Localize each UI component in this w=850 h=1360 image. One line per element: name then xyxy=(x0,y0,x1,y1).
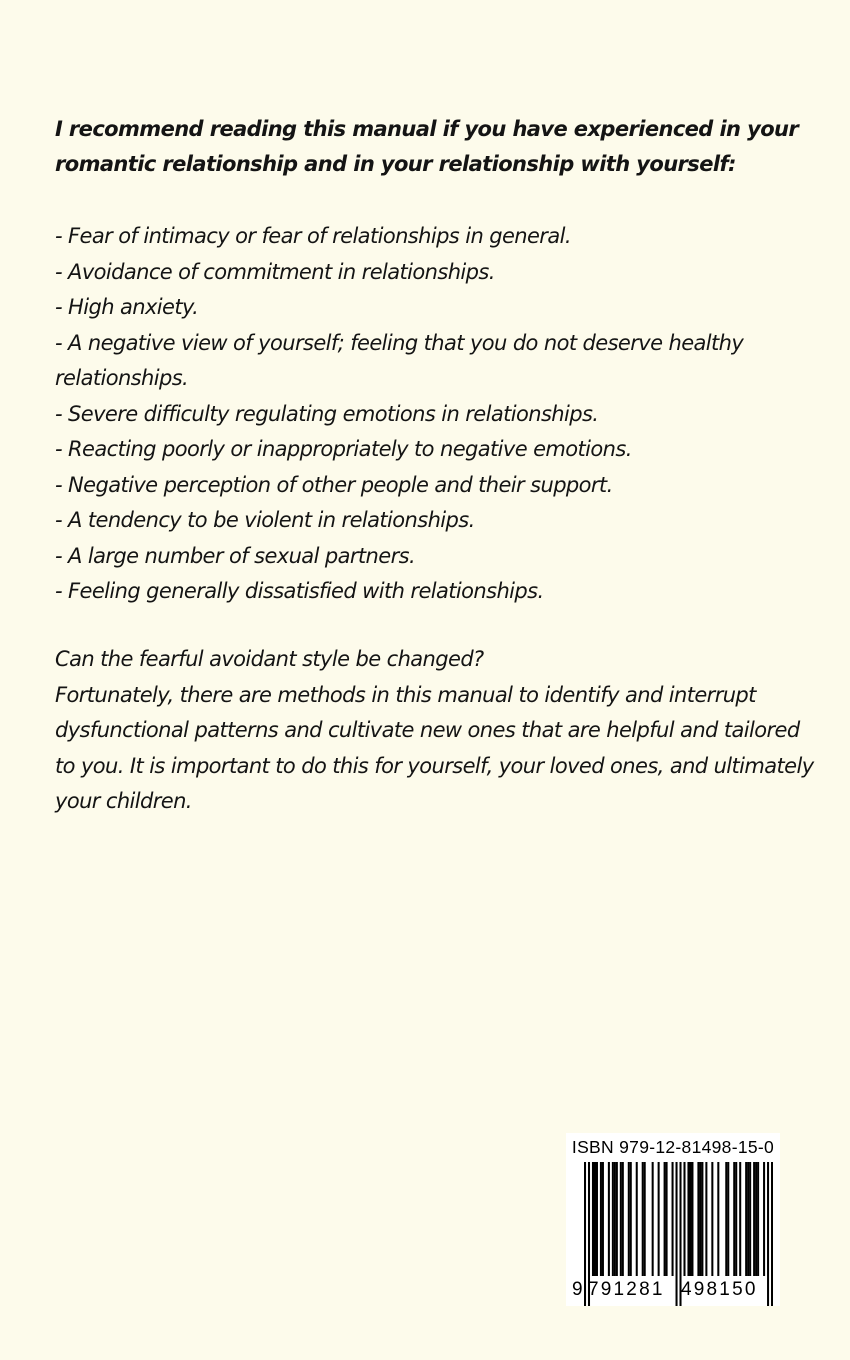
barcode-bar xyxy=(642,1162,644,1276)
barcode-bar xyxy=(594,1162,596,1276)
barcode-bar xyxy=(676,1162,678,1306)
barcode-bar xyxy=(711,1162,713,1276)
barcode-bar xyxy=(596,1162,598,1276)
barcode-bar xyxy=(717,1162,719,1276)
barcode-bar xyxy=(672,1162,674,1276)
closing-section xyxy=(55,642,815,820)
list-item: - A negative view of yourself; feeling that you do not deserve healthy relationships. xyxy=(55,330,744,390)
barcode-bar xyxy=(658,1162,660,1276)
barcode-bar xyxy=(602,1162,604,1276)
barcode-bar xyxy=(749,1162,751,1276)
barcode-bar xyxy=(771,1162,773,1306)
list-item: - Severe difficulty regulating emotions in relationships. xyxy=(55,401,599,426)
closing-question: Can the fearful avoidant style be changed? xyxy=(55,647,484,671)
barcode-bar xyxy=(683,1162,685,1276)
barcode-bar xyxy=(727,1162,729,1276)
barcode-bar xyxy=(608,1162,610,1276)
closing-answer: Fortunately, there are methods in this manual to identify and interrupt dysfunctional patterns and cultivate new ones that are helpful and tailored to you. It is important to do this for yourself, your loved ones, and ultimately your children. xyxy=(55,682,814,813)
list-item: - Negative perception of other people and their support. xyxy=(55,472,613,497)
barcode-bar xyxy=(755,1162,757,1276)
barcode-bar xyxy=(666,1162,668,1276)
list-item: - Feeling generally dissatisfied with relationships. xyxy=(55,579,544,603)
barcode-bar xyxy=(739,1162,741,1276)
barcode-bar xyxy=(691,1162,693,1276)
barcode-bar xyxy=(584,1162,586,1306)
barcode-bar xyxy=(701,1162,703,1276)
list-item: - A tendency to be violent in relationships. xyxy=(55,508,475,532)
barcode-bar xyxy=(767,1162,769,1306)
barcode-bar xyxy=(757,1162,759,1276)
barcode-bar xyxy=(747,1162,749,1276)
barcode-bar xyxy=(630,1162,632,1276)
list-item: - Avoidance of commitment in relationships. xyxy=(55,259,495,284)
barcode-bar xyxy=(699,1162,701,1276)
list-item: - Fear of intimacy or fear of relationships in general. xyxy=(55,224,571,248)
list-item: - A large number of sexual partners. xyxy=(55,543,416,568)
barcode-bar xyxy=(687,1162,689,1276)
intro-paragraph: I recommend reading this manual if you have experienced in your romantic relationship and in your relationship with yourself: xyxy=(55,117,799,176)
barcode-bar xyxy=(697,1162,699,1276)
barcode-bar xyxy=(616,1162,618,1276)
barcode-digits-left: 791281 xyxy=(588,1279,665,1300)
barcode-digit-prefix: 9 xyxy=(572,1279,583,1300)
barcode-bar xyxy=(628,1162,630,1276)
isbn-label: ISBN 979-12-81498-15-0 xyxy=(571,1137,775,1157)
barcode-bar xyxy=(644,1162,646,1276)
barcode-bar xyxy=(705,1162,707,1276)
barcode-bar xyxy=(763,1162,765,1276)
barcode-bar xyxy=(689,1162,691,1276)
list-item: - High anxiety. xyxy=(55,295,199,319)
barcode-bar xyxy=(725,1162,727,1276)
list-item: - Reacting poorly or inappropriately to negative emotions. xyxy=(55,437,632,461)
symptom-list xyxy=(55,219,815,610)
barcode-bar xyxy=(735,1162,737,1276)
barcode-bar xyxy=(753,1162,755,1276)
barcode-digits-right: 498150 xyxy=(681,1279,758,1300)
barcode-bar xyxy=(636,1162,638,1276)
barcode-bar xyxy=(652,1162,654,1276)
barcode-bar xyxy=(592,1162,594,1276)
barcode-bar xyxy=(612,1162,614,1276)
barcode-bar xyxy=(600,1162,602,1276)
barcode-bar xyxy=(614,1162,616,1276)
barcode-bar xyxy=(664,1162,666,1276)
barcode-bar xyxy=(745,1162,747,1276)
barcode-bar xyxy=(622,1162,624,1276)
isbn-barcode xyxy=(566,1133,780,1306)
barcode-bar xyxy=(733,1162,735,1276)
barcode-bar xyxy=(620,1162,622,1276)
